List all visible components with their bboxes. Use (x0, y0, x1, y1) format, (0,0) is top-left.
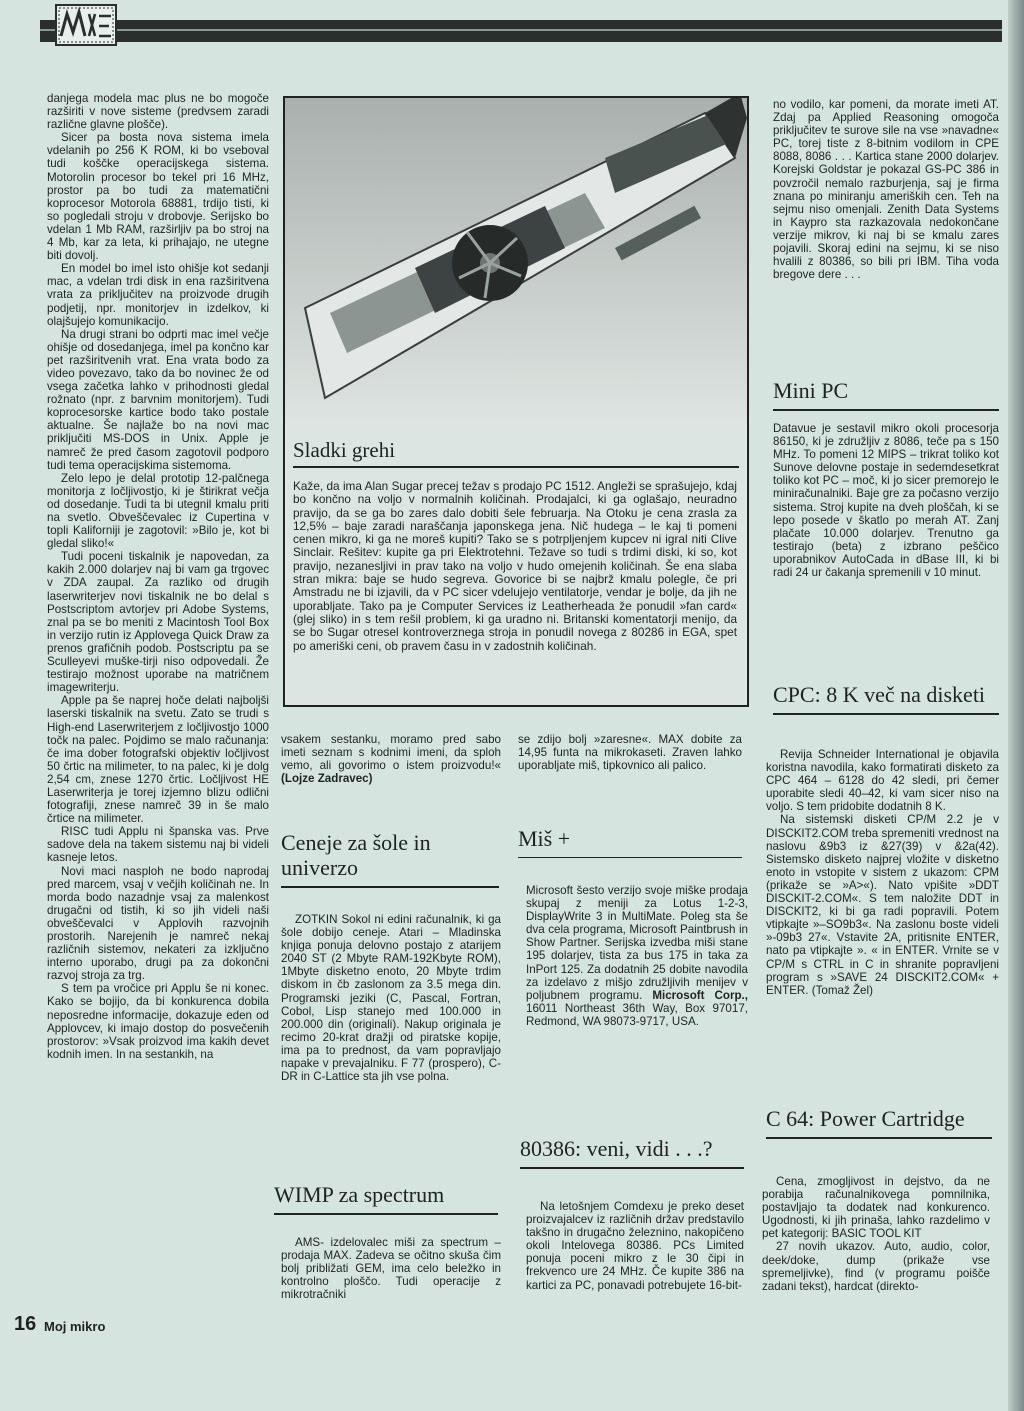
paragraph: Novi maci nasploh ne bodo naprodaj pred marcem, vsaj v večjih količinah ne. In morda bodo nazadnje vsaj za malenkost drugačni od tistih, ki so jih videli naši obveščevalci v Applovih razvojnih prostorih. Narejenih je namreč nekaj različnih sistemov, nekateri za izključno interno uporabo, drugi pa za dokončni razvoj stroja za trg. (47, 864, 269, 983)
paragraph: Tudi poceni tiskalnik je napovedan, za kakih 2.000 dolarjev naj bi vam ga trgovec v ZDA zaupal. Za razliko od drugih laserwriterjev novi tiskalnik ne bo delal s Postscriptom avtorjev pri Adobe Systems, znal pa se bo meniti z Macintosh Tool Box in verzijo rutin iz Applovega Quick Draw za prenos grafičnih podob. Postscriptu pa se Sculleyevi muške-tirji niso odpovedali. Že testirajo možnost uporabe na matričnem imagewriterju. (47, 550, 269, 695)
article-mini-pc (773, 422, 999, 579)
heading-ceneje: Ceneje za šole in univerzo (281, 830, 499, 888)
paragraph: Na drugi strani bo odprti mac imel večje ohišje od dosedanjega, imel pa končno kar pet razširitvenih vrat. Ena vrata bodo za video povezavo, tako da bo novinec že od vsega začetka lahko v prihodnosti gledal rožnato (npr. z barvnim monitorjem). Tudi koprocesorske kartice bodo tako postale aktualne. Še najlaže bo na novi mac priključiti MS-DOS in Unix. Apple je namreč že pred časom zagotovil podporo tudi tema operacijskima sistemoma. (47, 327, 269, 472)
paragraph-text: vsakem sestanku, moramo pred sabo imeti seznam s kodnimi imeni, da sploh vemo, ali govorimo o istem proizvodu!« (281, 733, 501, 773)
paragraph-text: Microsoft šesto verzijo svoje miške prodaja skupaj z meniji za Lotus 1-2-3, DisplayWrite 3 in MultiMate. Poleg sta še dva cela programa, Microsoft Paintbrush in Show Partner. Serijska izvedba miši stane 195 dolarjev, tista za bus 175 in taka za InPort 125. Za dodatnih 25 dobite navodila za izdelavo z mišjo združljivih menijev v poljubnem programu. (526, 884, 748, 1002)
column-2b (518, 733, 742, 772)
column-2a (281, 733, 501, 785)
paragraph: 27 novih ukazov. Auto, audio, color, deek/doke, dump (prikaže vse spremeljivke), find (v programu poišče zadani tekst), hardcat (direkto- (762, 1240, 990, 1293)
paragraph: Datavue je sestavil mikro okoli procesorja 86150, ki je združljiv z 8086, teče pa s 150 MHz. To pomeni 12 MIPS – trikrat toliko kot Sunove delovne postaje in sedemdesetkrat toliko kot PC – moč, ki jo sicer premorejo le miniračunalniki. Baje gre za počasno verzijo sistema. Stroj kupite na dveh ploščah, ki se lepo posede v škatlo po merah AT. Zanj plačate 10.000 dolarjev. Trenutno ga testirajo (beta) z izbrano peščico uporabnikov AutoCada in dBase III, ki bi radi 24 ur čakanja spremenili v 10 minut. (773, 422, 999, 580)
page-number: 16 (14, 1313, 37, 1335)
paragraph: En model bo imel isto ohišje kot sedanji mac, a vdelan trdi disk in ena razširitvena vrata za priključitev na proizvode drugih podjetij, npr. monitorjev in izdelkov, ki olajšujejo komunikacijo. (47, 262, 269, 328)
article-c64 (762, 1175, 990, 1293)
heading-wimp: WIMP za spectrum (274, 1182, 498, 1215)
heading-80386: 80386: veni, vidi . . .? (520, 1136, 744, 1169)
page-spine (1008, 0, 1024, 1411)
paragraph: Na sistemski disketi CP/M 2.2 je v DISCKIT2.COM treba spremeniti vrednost na naslovu &9b3 iz &27(39) v &2a(42). Sistemsko disketo najprej vložite v disketno enoto in vstopite v sistem z ukazom: CPM (prikaže se »A>«). Nato vpišite »DDT DISCKIT-2.COM«. S tem naložite DDT in DISCKIT2, ki bi ga radi popravili. Potem vtipkajte »–SO9b3«. Na zaslonu boste videli »-09b3 27«. Vstavite 2A, pritisnite ENTER, nato pa vtipkajte ». « in ENTER. Vrnite se v CP/M s CTRL in C in shranite popravljeni program s »SAVE 24 DISCKIT2.COM« + ENTER. (Tomaž Žel) (766, 813, 999, 997)
paragraph (281, 733, 501, 785)
header-bar (40, 20, 1002, 42)
company-name: Microsoft Corp., (652, 988, 748, 1002)
sidebar-title: Sladki grehi (293, 438, 396, 462)
paragraph: Na letošnjem Comdexu je preko deset proizvajalcev iz različnih držav predstavilo takšno in drugačno železnino, nakopičeno okoli Intelovega 80386. PCs Limited ponuja poceni mikro z le 30 čipi in frekvenco ure 24 MHz. Če kupite 386 na kartici za PC, ponavadi potrebujete 16-bit- (526, 1200, 744, 1292)
column-3 (773, 98, 999, 281)
sidebar-text: Kaže, da ima Alan Sugar precej težav s prodajo PC 1512. Angleži se sprašujejo, kdaj bo končno na voljo v normalnih količinah. Prodajalci, ki ga oglašajo, neuradno pravijo, da se ga bo zares dalo dobiti šele februarja. Na Otoku je cena zrasla za 12,5% – baje zaradi naraščanja japonskega jena. Nič hudega – le kaj ti pomeni cenen mikro, ki ga ne moreš kupiti? Tako se s potrpljenjem kupcev ni igral niti Clive Sinclair. Rešitev: kupite ga pri Elektrotehni. Težave so tudi s trdimi diski, ki so, kot pravijo, nezanesljivi in prav tako na voljo v hudo omejenih količinah. Še ena slaba stran mikra: baje se hudo segreva. Govorice bi se najbrž kmalu polegle, če pri Amstradu ne bi izjavili, da v PC sicer vdelujejo ventilatorje, vendar je bolje, da jih ne uporabljate. Tako pa je Computer Services iz Leatherheada že ponudil »fan card« (glej sliko) in s tem rešil problem, ki ga uradno ni. Britanski komentatorji menijo, da se bo Sugar otresel kontroverznega stroja in ponudil novega z 80286 in EGA, spet po ameriški ceni, ob pravem času in v zadostnih količinah. (293, 479, 737, 653)
paragraph (526, 884, 748, 1028)
paragraph: danjega modela mac plus ne bo mogoče razširiti v nove sisteme (predvsem zaradi različne glavne plošče). (47, 92, 269, 132)
article-wimp (281, 1236, 501, 1301)
paragraph: Sicer pa bosta nova sistema imela vdelanih po 256 K ROM, ki bo vseboval tudi koščke operacijskega sistema. Motorolin procesor bo tekel pri 16 MHz, prostor pa bo tudi za matematični koprocesor Motorola 68881, trdijo tisti, ki so pogledali stroju v drobovje. Serijsko bo vdelan 1 Mb RAM, razširljiv pa bo stroj na 4 Mb, kar za leta, ki prihajajo, ne utegne biti dovolj. (47, 131, 269, 263)
article-cpc (766, 748, 999, 997)
paragraph: ZOTKIN Sokol ni edini računalnik, ki ga šole dobijo ceneje. Atari – Mladinska knjiga ponuja delovno postajo z atarijem 2040 ST (2 Mbyte RAM-192Kbyte ROM), 1Mbyte disketno enoto, 20 Mbyte trdim diskom in čb zaslonom za 3.5 mega din. Programski jeziki (C, Pascal, Fortran, Cobol, Lisp stanejo med 100.000 in 200.000 din (originali). Nakup originala je recimo 20-krat dražji od piratske kopije, ima pa to prednost, da vam popravljajo napake v prevajalniku. F 77 (prospero), C-DR in C-Lattice sta jih vse polna. (281, 913, 501, 1084)
column-1-article (47, 92, 269, 1061)
author-credit: (Lojze Zadravec) (281, 772, 373, 786)
paragraph: se zdijo bolj »zaresne«. MAX dobite za 14,95 funta na mikrokaseti. Zraven lahko uporabljate miš, tipkovnico ali palico. (518, 733, 742, 773)
article-ceneje (281, 913, 501, 1083)
paragraph: S tem pa vročice pri Applu še ni konec. Kako se bojijo, da bi konkurenca dobila neposredne informacije, dokazuje eden od Applovcev, ki imajo dostop do posvečenih prostorov: »Vsak proizvod ima kakih devet kodnih imen. In na sestankih, na (47, 982, 269, 1061)
heading-cpc: CPC: 8 K več na disketi (773, 682, 999, 715)
sidebar-box (283, 430, 749, 707)
paragraph: Apple pa še naprej hoče delati najboljši laserski tiskalnik na svetu. Zato se trudi s High-end Laserwriterjem z ločljivostjo 1000 točk na palec. Pojdimo se malo računanja: če ima dober fotografski objektiv ločljivost 50 črtic na milimeter, to na palec, ki je dolg 2,54 cm, znese 1270 črtic. Ločljivost HE Laserwriterja je torej izjemno blizu odlični fotografiji, znese namreč 39 in še malo črtice na milimeter. (47, 694, 269, 826)
article-80386 (526, 1200, 744, 1292)
paragraph: RISC tudi Applu ni španska vas. Prve sadove dela na takem sistemu naj bi videli kasneje letos. (47, 825, 269, 865)
heading-c64: C 64: Power Cartridge (766, 1106, 992, 1139)
article-mis (526, 884, 748, 1028)
address-text: 16011 Northeast 36th Way, Box 97017, Redmond, WA 98073-9717, USA. (526, 1001, 748, 1028)
magazine-name: Moj mikro (44, 1319, 106, 1334)
paragraph: Revija Schneider International je objavila koristna navodila, kako formatirati disketo za CPC 464 – 6128 do 42 sledi, pri čemer uporabite sledi 40–42, ki vam sicer niso na voljo. S tem pridobite dodatnih 8 K. (766, 748, 999, 814)
paragraph: Zelo lepo je delal prototip 12-palčnega monitorja z ločljivostjo, ki je štirikrat večja od dosedanje. Tudi ta bi utegnil kmalu priti na svetlo. Obveščevalec iz Cupertina v topli Kaliforniji je zagotovil: »Bilo je, kot bi gledal sliko!« (47, 471, 269, 551)
paragraph: no vodilo, kar pomeni, da morate imeti AT. Zdaj pa Applied Reasoning omogoča priključitev te surove sile na vse »navadne« PC, torej tiste z 8-bitnim vodilom in CPE 8088, 8086 . . . Kartica stane 2000 dolarjev. Korejski Goldstar je pokazal GS-PC 386 in povzročil nemalo razburjenja, saj je firma znana po miniranju ameriških cen. Teh na sejmu niso omenjali. Zenith Data Systems in Kaypro sta razkazovala nedokončane verzije mikrov, ki naj bi se kmalu zares pojavili. Skoraj edini na sejmu, ki se niso hvalili z 80386, so bili pri IBM. Tiha voda bregove dere . . . (773, 98, 999, 282)
expansion-card-photo-icon (283, 96, 749, 432)
heading-mis: Miš + (518, 826, 742, 858)
paragraph: Cena, zmogljivost in dejstvo, da ne porabija računalnikovega pomnilnika, postavljajo ta dodatek nad konkurenco. Ugodnosti, ki jih prinaša, lahko razdelimo v pet kategorij: BASIC TOOL KIT (762, 1175, 990, 1241)
heading-mini-pc: Mini PC (773, 378, 999, 411)
paragraph: AMS- izdelovalec miši za spectrum – prodaja MAX. Zadeva se očitno skuša čim bolj približati GEM, ima celo beležko in kontrolno ploščo. Tudi operacije z mikrotračniki (281, 1236, 501, 1302)
divider (293, 466, 739, 468)
magazine-logo-icon (55, 4, 117, 46)
